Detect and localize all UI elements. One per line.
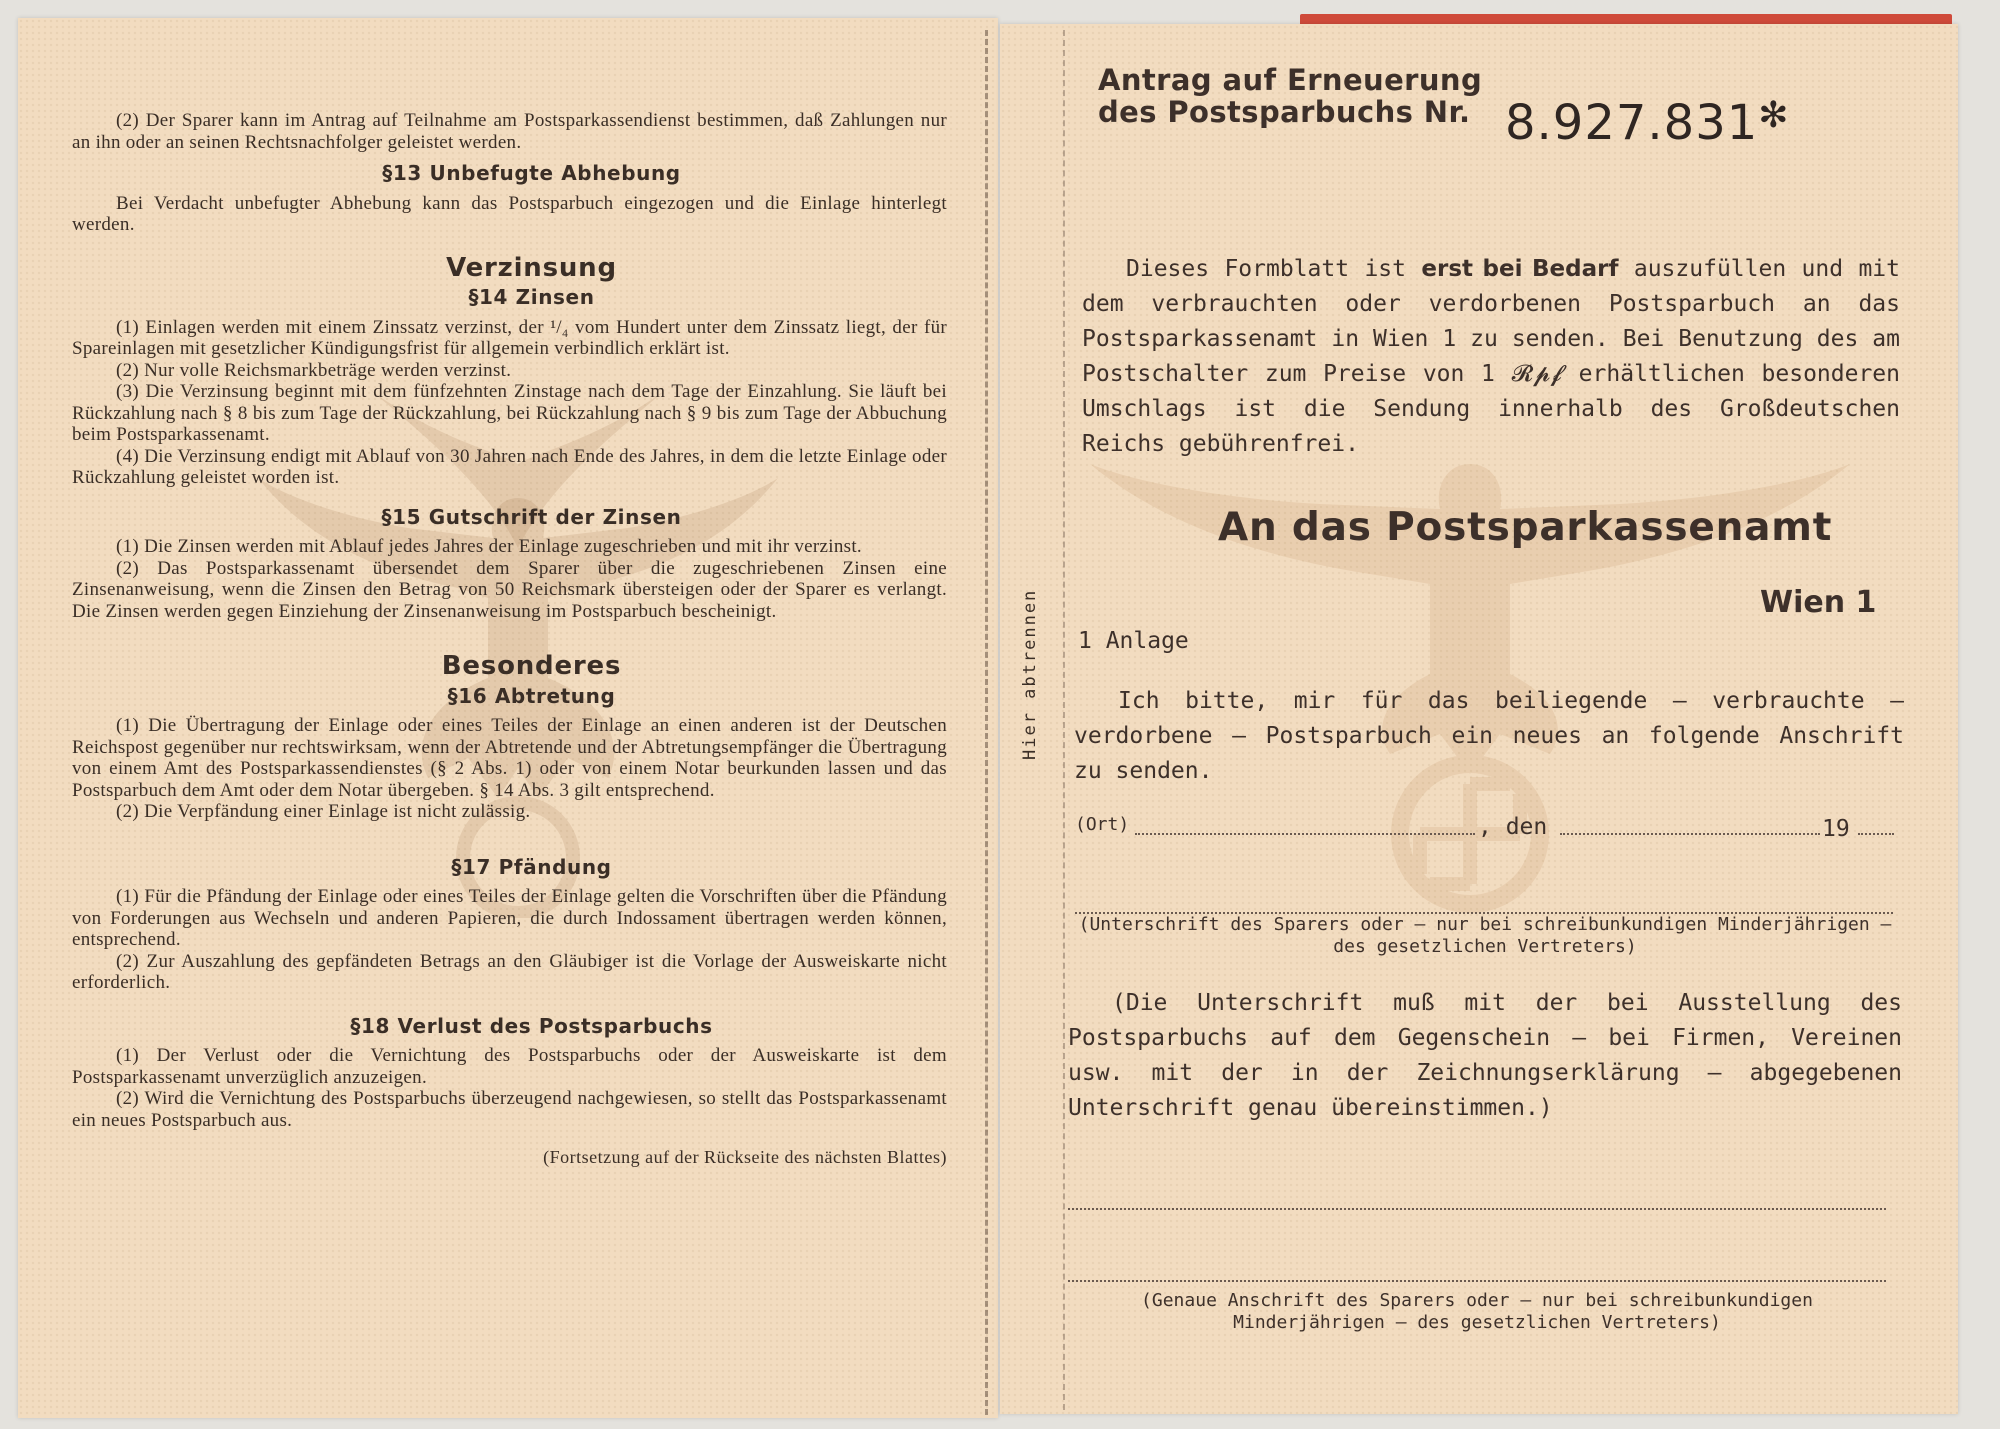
section-15-heading: §15 Gutschrift der Zinsen <box>381 504 682 529</box>
chapter-besonderes: Besonderes <box>441 651 622 681</box>
ort-label: (Ort) <box>1075 814 1130 835</box>
intro-text-end: auszufüllen und mit dem verbrauchten oder verdorbenen Postsparbuch an das Postsparkassenamt in Wien 1 zu senden. Bei Benutzung des am Postschalter zum Preise von 1 𝓡𝓹𝓯 erhältlichen besonderen Umschlags ist die Sendung innerhalb des Großdeutschen Reichs gebührenfrei. <box>1082 256 1900 457</box>
form-title-line-1: Antrag auf Erneuerung <box>1098 63 1483 97</box>
section-17-para-2: (2) Zur Auszahlung des gepfändeten Betrags an den Gläubiger ist die Vorlage der Ausweiskarte nicht erforderlich. <box>72 950 947 993</box>
year-label: 19 <box>1822 816 1850 842</box>
section-17-para-1: (1) Für die Pfändung der Einlage oder eines Teiles der Einlage gelten die Vorschriften über die Pfändung von Forderungen aus Wechseln und anderen Papieren, die durch Indossament übertragen werden können, entsprechend. <box>72 886 947 950</box>
attachment-label: 1 Anlage <box>1078 628 1189 654</box>
continuation-note: (Fortsetzung auf der Rückseite des nächsten Blattes) <box>543 1147 947 1167</box>
section-16-para-1: (1) Die Übertragung der Einlage oder eines Teiles der Einlage an einen anderen ist der Deutschen Reichspost gegenüber nur rechtswirksam, wenn der Abtretende und der Abtretungsempfänger die Übertragung von einem Amt des Postsparkassendienstes (§ 2 Abs. 1) oder von einem Notar beurkunden lassen und das Postsparbuch dem Amt oder dem Notar übergeben. § 14 Abs. 3 gilt entsprechend. <box>72 715 947 801</box>
section-14-para-2: (2) Nur volle Reichsmarkbeträge werden verzinst. <box>116 359 512 381</box>
section-16-para-2: (2) Die Verpfändung einer Einlage ist nicht zulässig. <box>116 801 531 822</box>
section-13-heading: §13 Unbefugte Abhebung <box>382 161 681 185</box>
den-label: , den <box>1478 814 1548 840</box>
form-title-line-2: des Postsparbuchs Nr. <box>1098 95 1471 129</box>
intro-text-start: Dieses Formblatt ist <box>1126 256 1422 282</box>
address-field-line-2[interactable] <box>1068 1280 1886 1282</box>
intro-paragraph <box>1082 252 1900 462</box>
section-14-heading: §14 Zinsen <box>468 285 595 309</box>
tear-line[interactable] <box>1063 30 1065 1410</box>
tear-off-label: Hier abtrennen <box>1020 588 1040 760</box>
section-14-para-4: (4) Die Verzinsung endigt mit Ablauf von 30 Jahren nach Ende des Jahres, in dem die letzte Einlage oder Rückzahlung geleistet worden ist. <box>72 445 947 488</box>
section-14-para-1: (1) Einlagen werden mit einem Zinssatz verzinst, der ¹/₄ vom Hundert unter dem Zinssatz liegt, der für Spareinlagen mit gesetzlicher Kündigungsfrist für allgemein verbindlich erklärt ist. <box>72 316 947 359</box>
addressee-heading: An das Postsparkassenamt <box>1218 505 1833 550</box>
section-13-text: Bei Verdacht unbefugter Abhebung kann das Postsparbuch eingezogen und die Einlage hinterlegt werden. <box>72 192 947 235</box>
asterisk-icon: ✻ <box>1758 95 1790 136</box>
address-caption: (Genaue Anschrift des Sparers oder — nur bei schreibunkundigen Minderjährigen — des gesetzlichen Vertreters) <box>1141 1290 1813 1333</box>
request-paragraph: Ich bitte, mir für das beiliegende — verbrauchte — verdorbene — Postsparbuch ein neues an folgende Anschrift zu senden. <box>1074 688 1904 784</box>
date-field[interactable] <box>1560 833 1820 835</box>
section-18-heading: §18 Verlust des Postsparbuchs <box>350 1013 713 1038</box>
form-title <box>1098 64 1482 128</box>
section-18-para-2: (2) Wird die Vernichtung des Postsparbuchs überzeugend nachgewiesen, so stellt das Postsparkassenamt ein neues Postsparbuch aus. <box>72 1088 947 1131</box>
section-14-para-3: (3) Die Verzinsung beginnt mit dem fünfzehnten Zinstage nach dem Tage der Einzahlung. Sie läuft bei Rückzahlung nach § 8 bis zum Tage der Rückzahlung, bei Rückzahlung nach § 9 bis zum Tage der Abbuchung beim Postsparkassenamt. <box>72 381 947 445</box>
signature-note: (Die Unterschrift muß mit der bei Ausstellung des Postsparbuchs auf dem Gegenschein — bei Firmen, Vereinen usw. mit der in der Zeichnungserklärung — abgegebenen Unterschrift genau übereinstimmen.) <box>1068 990 1902 1121</box>
section-15-para-2: (2) Das Postsparkassenamt übersendet dem Sparer über die zugeschriebenen Zinsen eine Zinsenanweisung, wenn die Zinsen den Betrag von 50 Reichsmark übersteigen oder der Sparer es verlangt. Die Zinsen werden gegen Einziehung der Zinsenanweisung im Postsparbuch bescheinigt. <box>72 557 947 622</box>
section-17-heading: §17 Pfändung <box>451 854 612 879</box>
signature-caption: (Unterschrift des Sparers oder — nur bei schreibunkundigen Minderjährigen — des gesetzlichen Vertreters) <box>1078 914 1892 957</box>
section-16-heading: §16 Abtretung <box>447 683 616 708</box>
passbook-number-value: 8.927.831 <box>1505 95 1759 151</box>
left-page-text <box>72 110 947 1169</box>
intro-text-bold: erst bei Bedarf <box>1421 256 1619 282</box>
perforation-edge[interactable] <box>985 30 1008 1415</box>
chapter-verzinsung: Verzinsung <box>446 252 617 283</box>
section-15-para-1: (1) Die Zinsen werden mit Ablauf jedes Jahres der Einlage zugeschrieben und mit ihr verzinst. <box>116 536 862 557</box>
section-12-para-2: (2) Der Sparer kann im Antrag auf Teilnahme am Postsparkassendienst bestimmen, daß Zahlungen nur an ihn oder an seinen Rechtsnachfolger geleistet werden. <box>72 110 947 153</box>
year-field[interactable] <box>1858 833 1894 835</box>
ort-field[interactable] <box>1135 833 1475 835</box>
passbook-number <box>1505 95 1789 151</box>
section-18-para-1: (1) Der Verlust oder die Vernichtung des Postsparbuchs oder der Ausweiskarte ist dem Postsparkassenamt unverzüglich anzuzeigen. <box>72 1045 947 1088</box>
addressee-city: Wien 1 <box>1760 585 1877 620</box>
address-field-line-1[interactable] <box>1068 1208 1886 1210</box>
